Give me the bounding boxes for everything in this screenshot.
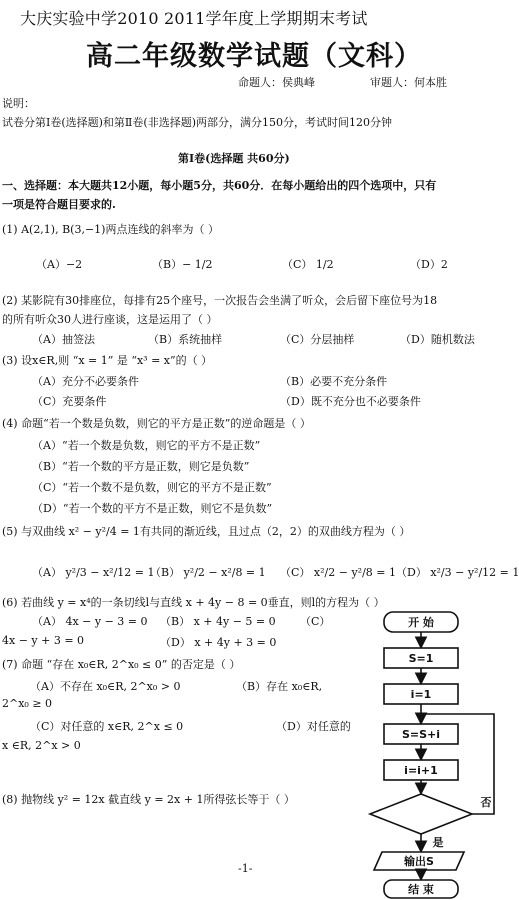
option-c: （C）充要条件 (32, 395, 107, 408)
option-d: （D）既不充分也不必要条件 (280, 395, 421, 408)
option-d: （D） x²/3 − y²/12 = 1 (396, 566, 519, 579)
school-exam-line: 大庆实验中学2010 2011学年度上学期期末考试 (20, 9, 368, 28)
option-b: （B） y²/2 − x²/8 = 1 (150, 566, 266, 579)
page-number: -1- (238, 862, 253, 875)
init-i-label: i=1 (410, 688, 432, 701)
question-stem: (5) 与双曲线 x² − y²/4 = 1有共同的渐近线，且过点（2，2）的双曲线方程为（ ） (2, 525, 411, 538)
notes-text: 试卷分第Ⅰ卷(选择题)和第Ⅱ卷(非选择题)两部分，满分150分，考试时间120分钟 (2, 116, 392, 129)
option-b: （B） x + 4y − 5 = 0 (160, 615, 276, 628)
option-b: （B）必要不充分条件 (280, 375, 388, 388)
option-a: （A）充分不必要条件 (32, 375, 139, 388)
init-s-label: S=1 (408, 652, 434, 665)
option-c: （C） 1/2 (282, 258, 334, 271)
option-d: （D）随机数法 (400, 333, 475, 346)
option-a: （A）−2 (36, 258, 83, 271)
option-c: （C） x²/2 − y²/8 = 1 (280, 566, 396, 579)
option-c: （C） (300, 615, 331, 628)
option-d-continued: x ∈R, 2^x > 0 (2, 739, 81, 752)
author-label: 命题人：侯典峰 (238, 76, 315, 89)
update-s-label: S=S+i (401, 728, 441, 741)
page-title: 高二年级数学试题（文科） (86, 41, 422, 72)
question-stem: (8) 抛物线 y² = 12x 截直线 y = 2x + 1所得弦长等于（ ） (2, 793, 295, 806)
option-b: （B）“若一个数的平方是正数，则它是负数” (32, 460, 250, 473)
section-instruction: 一、选择题：本大题共12小题，每小题5分，共60分．在每小题给出的四个选项中，只有 (2, 179, 437, 192)
option-a: （A）抽签法 (32, 333, 95, 346)
start-label: 开 始 (408, 616, 434, 629)
option-a: （A） 4x − y − 3 = 0 (32, 615, 148, 628)
option-d: （D）“若一个数的平方不是正数，则它不是负数” (32, 502, 273, 515)
condition-node (370, 794, 472, 834)
option-c: （C）“若一个数不是负数，则它的平方不是正数” (32, 481, 272, 494)
option-c-continued: 4x − y + 3 = 0 (2, 634, 85, 647)
option-b-continued: 2^x₀ ≥ 0 (2, 697, 53, 710)
question-stem: (3) 设x∈R,则 “x = 1” 是 “x³ = x”的（ ） (2, 354, 213, 367)
question-stem: (4) 命题“若一个数是负数，则它的平方是正数”的逆命题是（ ） (2, 417, 311, 430)
option-b: （B）系统抽样 (148, 333, 223, 346)
question-stem: (7) 命题 “存在 x₀∈R, 2^x₀ ≤ 0” 的否定是（ ） (2, 658, 241, 671)
option-b: （B）− 1/2 (152, 258, 213, 271)
section-instruction: 一项是符合题目要求的. (2, 198, 116, 211)
option-d: （D） x + 4y + 3 = 0 (160, 636, 277, 649)
section-title: 第Ⅰ卷(选择题 共60分) (178, 152, 290, 165)
question-stem: 的所有听众30人进行座谈，这是运用了（ ） (2, 313, 218, 326)
update-i-label: i=i+1 (404, 764, 438, 777)
output-label: 输出S (404, 855, 434, 868)
option-c: （C）对任意的 x∈R, 2^x ≤ 0 (30, 720, 184, 733)
question-stem: (1) A(2,1), B(3,−1)两点连线的斜率为（ ） (2, 223, 219, 236)
yes-label: 是 (432, 836, 444, 849)
no-label: 否 (480, 796, 492, 809)
option-c: （C）分层抽样 (280, 333, 355, 346)
option-b: （B）存在 x₀∈R, (236, 680, 323, 693)
flowchart (362, 606, 502, 900)
reviewer-label: 审题人：何本胜 (370, 76, 447, 89)
question-stem: (6) 若曲线 y = x⁴的一条切线l与直线 x + 4y − 8 = 0垂直，则l的方程为（ ） (2, 596, 385, 609)
option-d: （D）对任意的 (276, 720, 351, 733)
option-a: （A） y²/3 − x²/12 = 1 (32, 566, 155, 579)
end-label: 结 束 (408, 883, 434, 896)
question-stem: (2) 某影院有30排座位，每排有25个座号，一次报告会坐满了听众，会后留下座位号为18 (2, 294, 438, 307)
notes-heading: 说明： (2, 97, 35, 110)
option-a: （A）“若一个数是负数，则它的平方不是正数” (32, 439, 261, 452)
option-a: （A）不存在 x₀∈R, 2^x₀ > 0 (30, 680, 181, 693)
option-d: （D）2 (410, 258, 448, 271)
